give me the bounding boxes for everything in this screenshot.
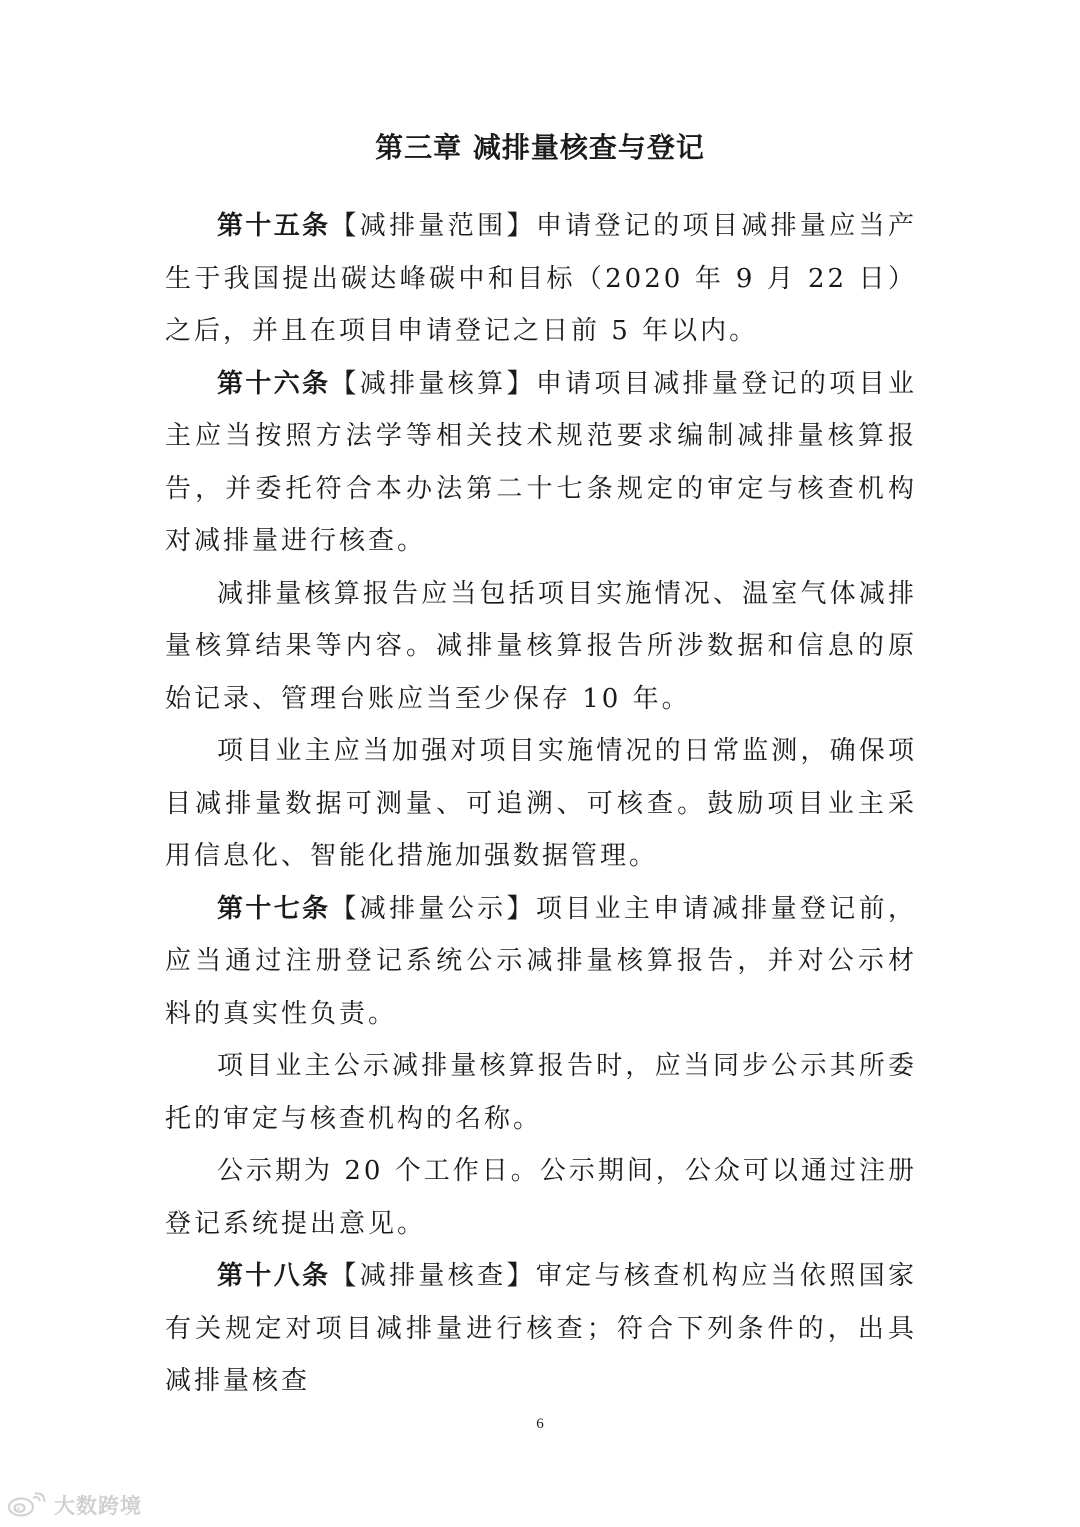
paragraph-text: 减排量核算报告应当包括项目实施情况、温室气体减排量核算结果等内容。减排量核算报告所涉数据和信息的原始记录、管理台账应当至少保存 10 年。	[165, 578, 917, 714]
paragraph-text: 公示期为 20 个工作日。公示期间，公众可以通过注册登记系统提出意见。	[165, 1156, 917, 1239]
article-15-paragraph	[165, 200, 917, 358]
paragraph-text: 项目业主公示减排量核算报告时，应当同步公示其所委托的审定与核查机构的名称。	[165, 1051, 917, 1134]
article-heading: 第十七条	[217, 893, 331, 924]
article-heading: 第十五条	[217, 211, 331, 241]
paragraph-text: 【减排量核查】审定与核查机构应当依照国家有关规定对项目减排量进行核查；符合下列条件的，出具减排量核查	[165, 1261, 917, 1396]
paragraph-text: 【减排量公示】项目业主申请减排量登记前，应当通过注册登记系统公示减排量核算报告，并对公示材料的真实性负责。	[165, 893, 917, 1029]
article-16-paragraph	[165, 358, 917, 568]
paragraph-text: 【减排量核算】申请项目减排量登记的项目业主应当按照方法学等相关技术规范要求编制减排量核算报告，并委托符合本办法第二十七条规定的审定与核查机构对减排量进行核查。	[165, 368, 917, 556]
chapter-title: 第三章 减排量核查与登记	[375, 131, 705, 164]
paragraph-text: 【减排量范围】申请登记的项目减排量应当产生于我国提出碳达峰碳中和目标（2020 年 9 月 22 日）之后，并且在项目申请登记之日前 5 年以内。	[165, 211, 917, 346]
article-17-paragraph-3	[165, 1145, 917, 1250]
article-18-paragraph	[165, 1250, 917, 1408]
page-number: 6	[536, 1416, 544, 1432]
article-heading: 第十八条	[217, 1261, 331, 1291]
article-16-paragraph-2	[165, 568, 917, 726]
watermark-text: 大数跨境	[54, 1494, 142, 1518]
article-16-paragraph-3	[165, 725, 917, 883]
weibo-logo-icon	[6, 1492, 52, 1518]
body-text	[165, 200, 917, 1408]
article-heading: 第十六条	[217, 368, 331, 399]
paragraph-text: 项目业主应当加强对项目实施情况的日常监测，确保项目减排量数据可测量、可追溯、可核查。鼓励项目业主采用信息化、智能化措施加强数据管理。	[165, 736, 917, 871]
article-17-paragraph	[165, 883, 917, 1041]
article-17-paragraph-2	[165, 1040, 917, 1145]
watermark	[6, 1490, 142, 1520]
